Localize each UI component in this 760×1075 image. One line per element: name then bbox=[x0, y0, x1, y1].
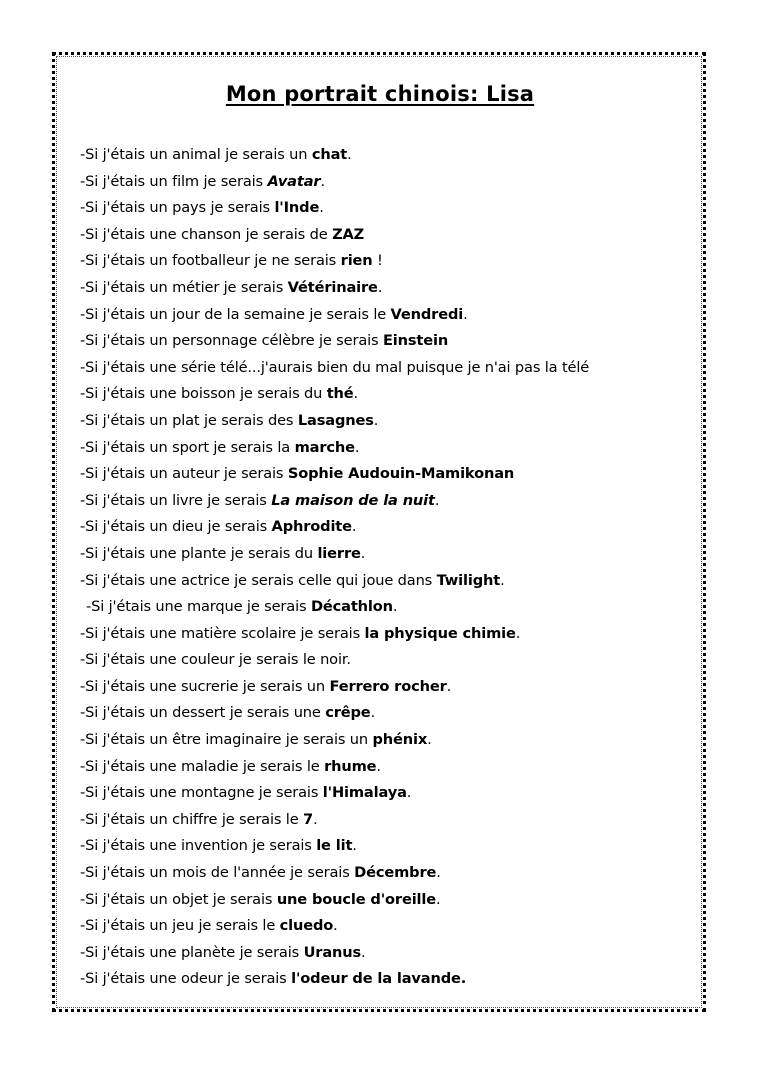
list-item bbox=[80, 461, 700, 488]
line-prefix: -Si j'étais un jour de la semaine je serais le bbox=[80, 305, 391, 323]
line-answer: Twilight bbox=[436, 571, 501, 589]
list-item bbox=[80, 940, 700, 967]
line-prefix: -Si j'étais un sport je serais la bbox=[80, 438, 295, 456]
document-title: Mon portrait chinois: Lisa bbox=[225, 82, 535, 106]
line-answer: rien bbox=[340, 252, 373, 270]
line-prefix: -Si j'étais un objet je serais bbox=[80, 890, 277, 908]
line-prefix: -Si j'étais une invention je serais bbox=[80, 837, 317, 855]
line-answer: Décembre bbox=[354, 864, 437, 882]
list-item bbox=[80, 195, 700, 222]
line-answer: Sophie Audouin-Mamikonan bbox=[287, 465, 515, 483]
line-prefix: -Si j'étais un pays je serais bbox=[80, 199, 275, 217]
line-suffix: . bbox=[353, 385, 359, 403]
line-answer: chat bbox=[311, 146, 348, 163]
list-item bbox=[80, 355, 700, 382]
line-prefix: -Si j'étais une chanson je serais de bbox=[80, 225, 333, 243]
line-answer: Aphrodite bbox=[271, 518, 352, 536]
line-answer: Ferrero rocher bbox=[329, 677, 447, 695]
line-answer: cluedo bbox=[279, 917, 334, 935]
list-item bbox=[80, 700, 700, 727]
line-suffix: . bbox=[406, 784, 412, 802]
list-item bbox=[80, 727, 700, 754]
line-suffix: . bbox=[515, 624, 521, 642]
list-item bbox=[80, 488, 700, 515]
line-suffix: . bbox=[361, 943, 366, 961]
line-answer: la physique chimie bbox=[364, 624, 516, 642]
line-answer: Décathlon bbox=[310, 598, 393, 616]
line-answer: thé bbox=[326, 385, 354, 403]
line-answer: ZAZ bbox=[332, 225, 365, 243]
line-prefix: -Si j'étais un auteur je serais bbox=[80, 465, 288, 483]
line-prefix: -Si j'étais un dieu je serais bbox=[80, 518, 272, 536]
list-item bbox=[80, 275, 700, 302]
line-suffix: . bbox=[446, 677, 452, 695]
line-suffix: . bbox=[392, 598, 398, 616]
line-answer: le lit bbox=[316, 837, 353, 855]
list-item bbox=[80, 248, 700, 275]
list-item bbox=[80, 966, 700, 993]
line-prefix: -Si j'étais une planète je serais bbox=[80, 943, 304, 961]
list-item bbox=[80, 647, 700, 674]
line-prefix: -Si j'étais un personnage célèbre je serais bbox=[80, 332, 383, 350]
list-item bbox=[80, 833, 700, 860]
list-item bbox=[80, 408, 700, 435]
line-answer: l'Himalaya bbox=[322, 784, 407, 802]
list-item bbox=[80, 860, 700, 887]
line-suffix: . bbox=[377, 278, 383, 296]
line-answer: phénix bbox=[372, 731, 428, 749]
list-item bbox=[80, 913, 700, 940]
line-suffix: . bbox=[319, 199, 324, 217]
list-item bbox=[80, 568, 700, 595]
list-item bbox=[80, 594, 700, 621]
line-suffix: . bbox=[500, 571, 505, 589]
line-suffix: . bbox=[352, 837, 357, 855]
line-suffix: . bbox=[351, 518, 357, 536]
line-suffix: . bbox=[463, 305, 468, 323]
line-answer: Vétérinaire bbox=[287, 278, 378, 296]
line-answer: lierre bbox=[317, 544, 361, 562]
list-item bbox=[80, 222, 700, 249]
list-item bbox=[80, 169, 700, 196]
list-item bbox=[80, 328, 700, 355]
line-prefix: -Si j'étais un métier je serais bbox=[80, 278, 288, 296]
line-suffix: . bbox=[434, 491, 440, 509]
line-answer: l'odeur de la lavande. bbox=[291, 970, 467, 988]
line-suffix: . bbox=[373, 411, 379, 429]
line-answer: Lasagnes bbox=[297, 411, 374, 429]
line-suffix: . bbox=[427, 731, 432, 749]
line-suffix: . bbox=[347, 146, 352, 163]
list-item bbox=[80, 780, 700, 807]
line-prefix: -Si j'étais un être imaginaire je serais un bbox=[80, 731, 373, 749]
list-item bbox=[80, 381, 700, 408]
line-answer: rhume bbox=[324, 757, 377, 775]
list-item bbox=[80, 887, 700, 914]
line-prefix: -Si j'étais une montagne je serais bbox=[80, 784, 323, 802]
line-suffix: . bbox=[320, 172, 325, 190]
line-suffix: . bbox=[436, 864, 441, 882]
line-suffix: . bbox=[333, 917, 338, 935]
line-answer: Einstein bbox=[382, 332, 449, 350]
list-item bbox=[80, 807, 700, 834]
list-item bbox=[80, 541, 700, 568]
line-answer: Uranus bbox=[303, 943, 362, 961]
line-suffix: . bbox=[436, 890, 441, 908]
line-prefix: -Si j'étais une marque je serais bbox=[86, 598, 311, 616]
line-answer: La maison de la nuit bbox=[271, 491, 435, 509]
line-prefix: -Si j'étais une actrice je serais celle qui joue dans bbox=[80, 571, 437, 589]
line-prefix: -Si j'étais un mois de l'année je serais bbox=[80, 864, 355, 882]
line-suffix: . bbox=[376, 757, 381, 775]
line-suffix: . bbox=[313, 810, 318, 828]
line-answer: une boucle d'oreille bbox=[276, 890, 437, 908]
line-answer: 7 bbox=[303, 810, 314, 828]
line-suffix: . bbox=[354, 438, 360, 456]
line-suffix: ! bbox=[372, 252, 383, 270]
list-item bbox=[80, 621, 700, 648]
line-answer: crêpe bbox=[325, 704, 371, 722]
list-item bbox=[80, 302, 700, 329]
list-item bbox=[80, 674, 700, 701]
line-answer: Vendredi bbox=[390, 305, 464, 323]
list-item bbox=[80, 514, 700, 541]
line-answer: l'Inde bbox=[274, 199, 320, 217]
list-item bbox=[80, 435, 700, 462]
portrait-list bbox=[80, 142, 700, 993]
line-prefix: -Si j'étais une odeur je serais bbox=[80, 970, 292, 988]
line-prefix: -Si j'étais un chiffre je serais le bbox=[80, 810, 304, 828]
line-prefix: -Si j'étais un livre je serais bbox=[80, 491, 272, 509]
list-item bbox=[80, 142, 700, 169]
line-answer: Avatar bbox=[267, 172, 321, 190]
line-prefix: -Si j'étais un dessert je serais une bbox=[80, 704, 326, 722]
line-prefix: -Si j'étais une couleur je serais le noir. bbox=[80, 651, 351, 669]
line-prefix: -Si j'étais un plat je serais des bbox=[80, 411, 298, 429]
line-answer: marche bbox=[294, 438, 355, 456]
line-prefix: -Si j'étais une sucrerie je serais un bbox=[80, 677, 330, 695]
line-prefix: -Si j'étais un footballeur je ne serais bbox=[80, 252, 341, 270]
line-prefix: -Si j'étais une matière scolaire je serais bbox=[80, 624, 365, 642]
line-prefix: -Si j'étais une boisson je serais du bbox=[80, 385, 327, 403]
line-prefix: -Si j'étais une maladie je serais le bbox=[80, 757, 325, 775]
line-prefix: -Si j'étais un film je serais bbox=[80, 172, 268, 190]
line-suffix: . bbox=[360, 544, 366, 562]
line-prefix: -Si j'étais une série télé...j'aurais bien du mal puisque je n'ai pas la télé bbox=[80, 358, 590, 376]
line-prefix: -Si j'étais un animal je serais un bbox=[80, 146, 312, 163]
list-item bbox=[80, 754, 700, 781]
line-prefix: -Si j'étais un jeu je serais le bbox=[80, 917, 280, 935]
line-prefix: -Si j'étais une plante je serais du bbox=[80, 544, 318, 562]
line-suffix: . bbox=[370, 704, 376, 722]
